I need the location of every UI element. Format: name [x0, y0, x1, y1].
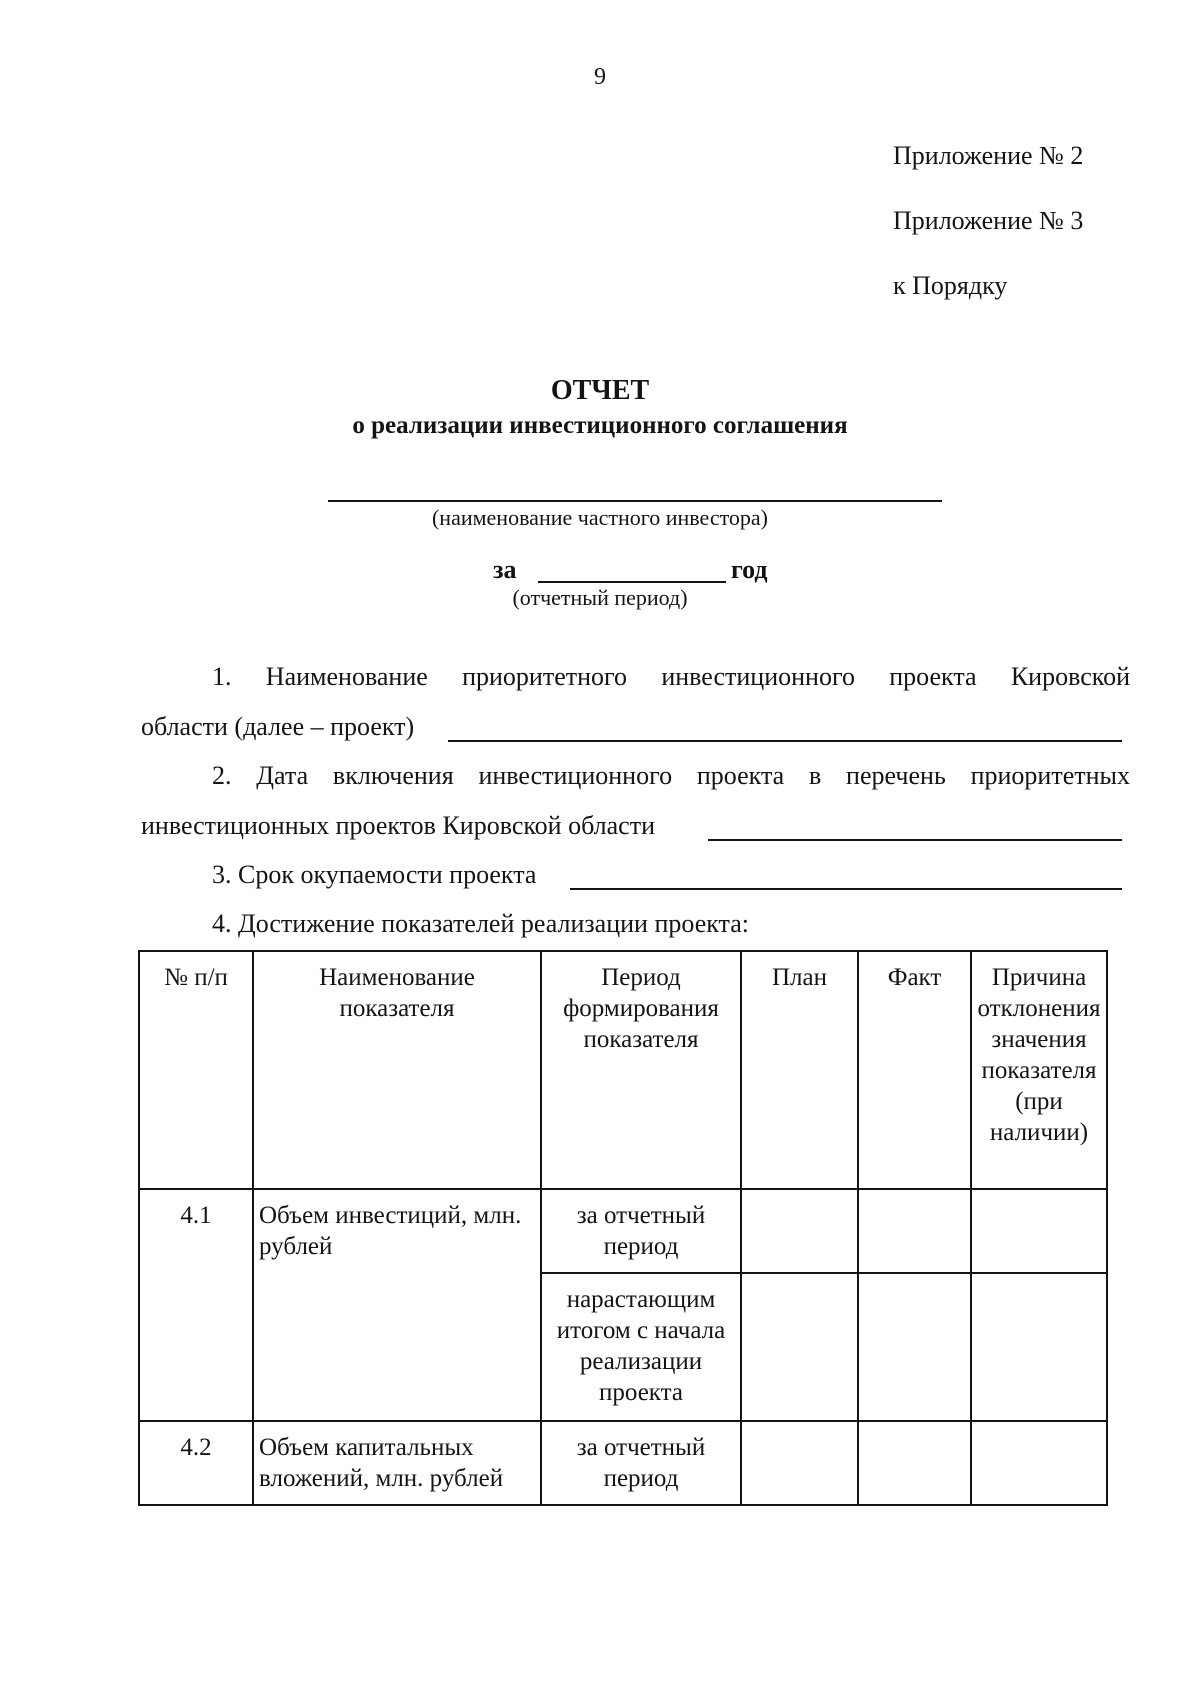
- item-3-answer-line: [570, 888, 1122, 890]
- item-2-line-2: инвестиционных проектов Кировской области: [141, 811, 655, 840]
- item-2-answer-line: [708, 839, 1122, 841]
- header-fact: Факт: [858, 951, 971, 1189]
- appendix-line-3: к Порядку: [893, 271, 1008, 300]
- row-4-2-reason: [971, 1421, 1107, 1505]
- row-4-1-plan-reporting: [741, 1189, 858, 1273]
- header-num: № п/п: [139, 951, 253, 1189]
- header-plan: План: [741, 951, 858, 1189]
- investor-name-hint: (наименование частного инвестора): [431, 505, 769, 530]
- row-4-1-plan-cumulative: [741, 1273, 858, 1421]
- appendix-line-2: Приложение № 3: [893, 206, 1084, 235]
- header-name: Наименование показателя: [253, 951, 541, 1189]
- row-4-2-num: 4.2: [139, 1421, 253, 1505]
- row-4-1-period-reporting: за отчетный период: [541, 1189, 741, 1273]
- table-row: [139, 1189, 1107, 1273]
- row-4-1-num: 4.1: [139, 1189, 253, 1421]
- row-4-2-plan: [741, 1421, 858, 1505]
- table-header-row: [139, 951, 1107, 1189]
- item-2-line-1: 2. Дата включения инвестиционного проекта в перечень приоритетных: [212, 761, 1130, 790]
- row-4-2-name: Объем капитальных вложений, млн. рублей: [253, 1421, 541, 1505]
- item-3: 3. Срок окупаемости проекта: [212, 860, 537, 889]
- item-1-line-1: 1. Наименование приоритетного инвестиционного проекта Кировской: [212, 662, 1130, 691]
- period-prefix: за: [493, 555, 517, 584]
- page-number: 9: [594, 64, 606, 90]
- item-4: 4. Достижение показателей реализации проекта:: [212, 909, 749, 938]
- period-hint: (отчетный период): [512, 585, 688, 610]
- row-4-2-period-reporting: за отчетный период: [541, 1421, 741, 1505]
- item-1-answer-line: [448, 740, 1122, 742]
- investor-name-line: [328, 500, 942, 502]
- period-suffix: год: [731, 555, 768, 584]
- row-4-2-fact: [858, 1421, 971, 1505]
- row-4-1-fact-cumulative: [858, 1273, 971, 1421]
- row-4-1-period-cumulative: нарастающим итогом с начала реализации проекта: [541, 1273, 741, 1421]
- appendix-line-1: Приложение № 2: [893, 141, 1084, 170]
- row-4-1-fact-reporting: [858, 1189, 971, 1273]
- row-4-1-reason-reporting: [971, 1189, 1107, 1273]
- header-reason: Причина отклонения значения показателя (при наличии): [971, 951, 1107, 1189]
- table-row: [139, 1421, 1107, 1505]
- indicators-table: [138, 950, 1108, 1506]
- report-subtitle: о реализации инвестиционного соглашения: [352, 412, 848, 439]
- item-1-line-2: области (далее – проект): [141, 712, 415, 741]
- header-period: Период формирования показателя: [541, 951, 741, 1189]
- row-4-1-reason-cumulative: [971, 1273, 1107, 1421]
- report-title: ОТЧЕТ: [550, 375, 650, 406]
- row-4-1-name: Объем инвестиций, млн. рублей: [253, 1189, 541, 1421]
- period-line: [538, 581, 726, 583]
